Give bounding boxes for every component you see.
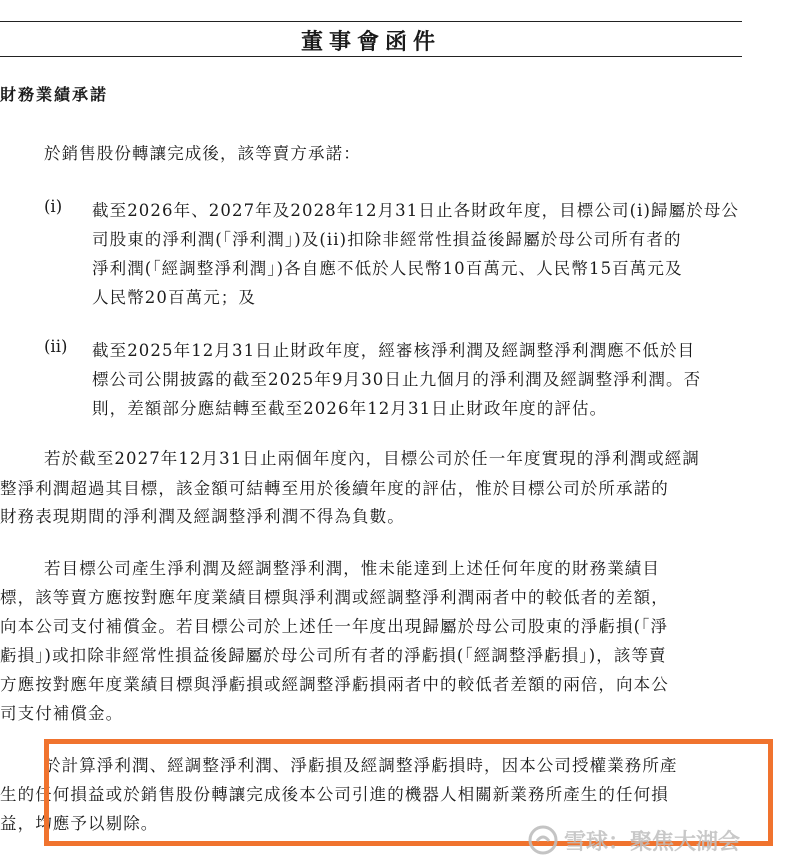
paragraph-line: 向本公司支付補償金。若目標公司於上述任一年度出現歸屬於母公司股東的淨虧損(「淨 <box>0 617 669 636</box>
paragraph-line: 生的任何損益或於銷售股份轉讓完成後本公司引進的機器人相關新業務所產生的任何損 <box>0 785 669 804</box>
paragraph-line: 虧損」)或扣除非經常性損益後歸屬於母公司所有者的淨虧損(「經調整淨虧損」)，該等賣 <box>0 646 667 665</box>
item-line: 人民幣20百萬元；及 <box>92 288 256 307</box>
paragraph-line: 於計算淨利潤、經調整淨利潤、淨虧損及經調整淨虧損時，因本公司授權業務所產 <box>44 756 678 775</box>
item-line: 標公司公開披露的截至2025年9月30日止九個月的淨利潤及經調整淨利潤。否 <box>92 370 702 389</box>
item-line: 淨利潤(「經調整淨利潤」)各自應不低於人民幣10百萬元、人民幣15百萬元及 <box>92 259 683 278</box>
page-header-title: 董事會函件 <box>300 29 441 55</box>
paragraph-line: 方應按對應年度業績目標與淨虧損或經調整淨虧損兩者中的較低者差額的兩倍，向本公 <box>0 675 669 694</box>
item-number: (i) <box>44 197 63 216</box>
paragraph-line: 若於截至2027年12月31日止兩個年度內，目標公司於任一年度實現的淨利潤或經調 <box>44 449 700 468</box>
paragraph-line: 益，均應予以剔除。 <box>0 814 159 833</box>
paragraph-line: 財務表現期間的淨利潤及經調整淨利潤不得為負數。 <box>0 507 405 526</box>
paragraph-line: 標，該等賣方應按對應年度業績目標與淨利潤或經調整淨利潤兩者中的較低者的差額， <box>0 588 669 607</box>
intro-text: 於銷售股份轉讓完成後，該等賣方承諾： <box>44 144 361 163</box>
item-number: (ii) <box>44 337 68 356</box>
watermark-text: 雪球：聚焦大湖会 <box>564 829 741 855</box>
header-bottom-rule <box>0 56 742 57</box>
section-heading: 財務業績承諾 <box>0 85 109 104</box>
snowball-logo-icon <box>528 825 558 855</box>
paragraph-line: 整淨利潤超過其目標，該金額可結轉至用於後續年度的評估，惟於目標公司於所承諾的 <box>0 479 669 498</box>
item-line: 截至2025年12月31日止財政年度，經審核淨利潤及經調整淨利潤應不低於目 <box>92 341 696 360</box>
item-line: 則，差額部分應結轉至截至2026年12月31日止財政年度的評估。 <box>92 399 608 418</box>
header-top-rule <box>0 21 742 22</box>
paragraph-line: 司支付補償金。 <box>0 704 124 723</box>
watermark <box>528 822 740 858</box>
paragraph-line: 若目標公司產生淨利潤及經調整淨利潤，惟未能達到上述任何年度的財務業績目 <box>44 559 660 578</box>
item-line: 司股東的淨利潤(「淨利潤」)及(ii)扣除非經常性損益後歸屬於母公司所有者的 <box>92 230 682 249</box>
item-line: 截至2026年、2027年及2028年12月31日止各財政年度，目標公司(i)歸屬於母公 <box>92 201 740 220</box>
